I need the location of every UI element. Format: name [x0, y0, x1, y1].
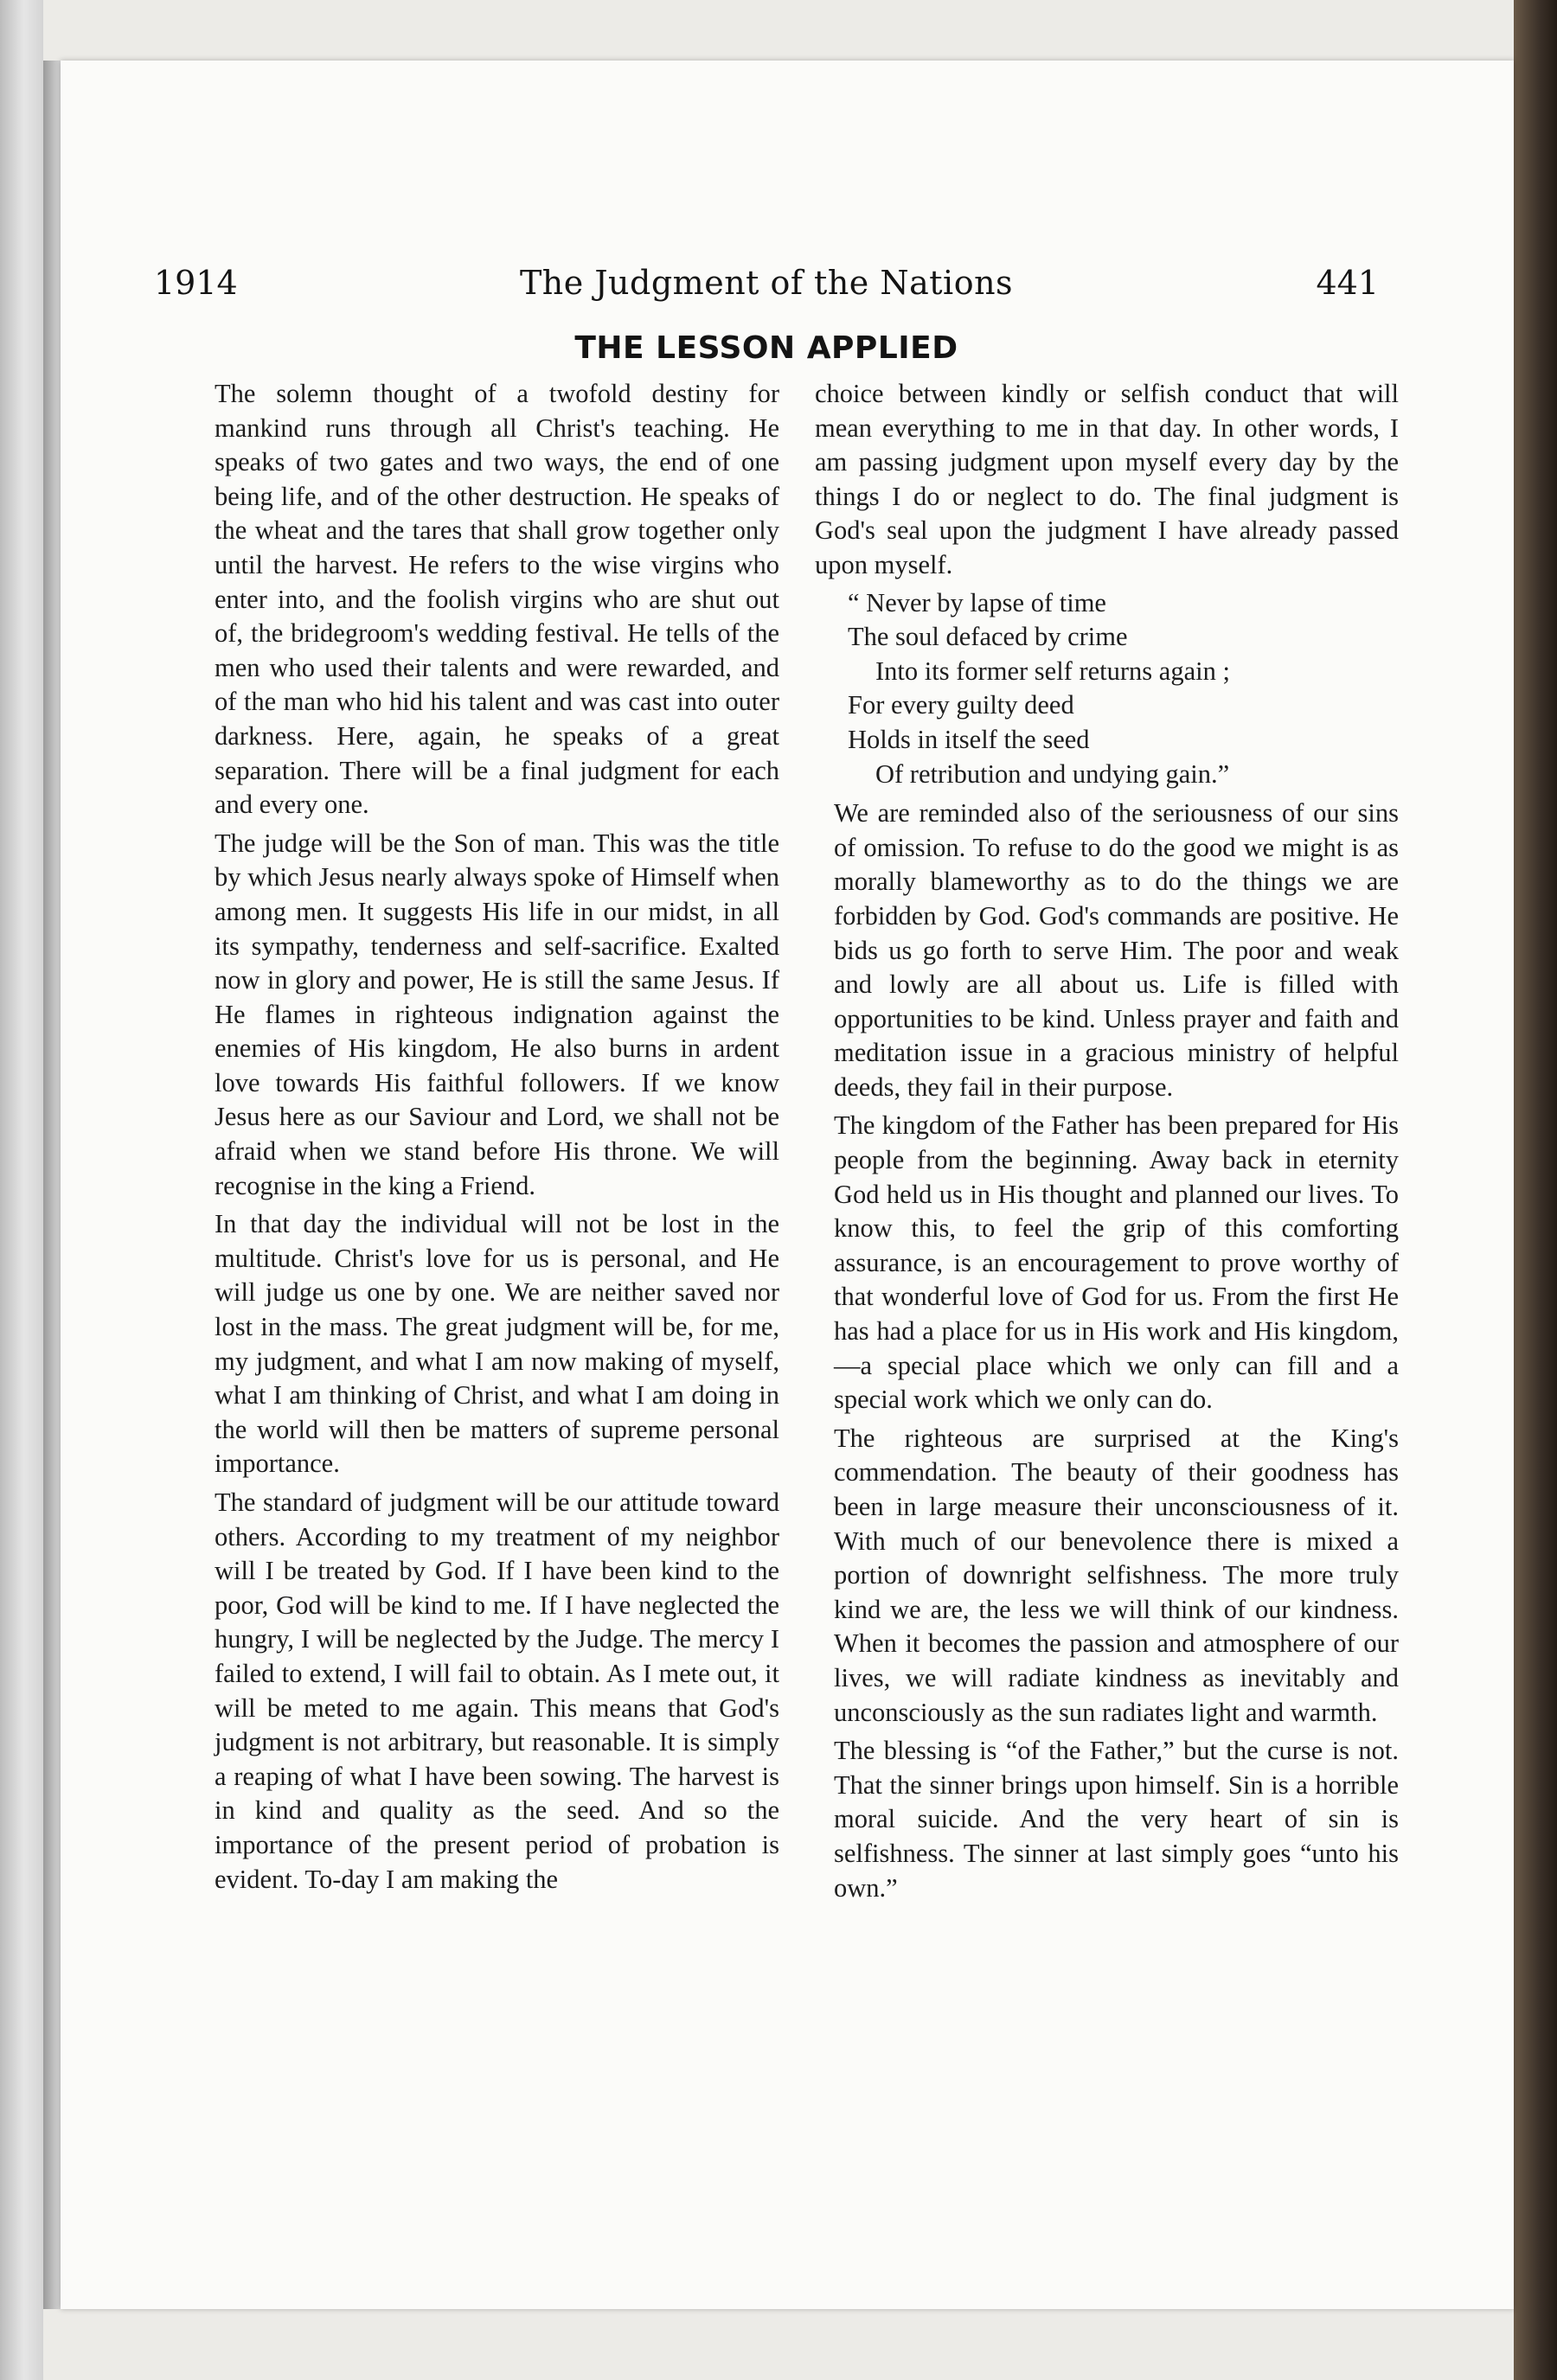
left-column: [195, 377, 779, 1897]
poem-line: Holds in itself the seed: [848, 724, 1090, 754]
header-title: The Judgment of the Nations: [519, 264, 1014, 302]
facing-page-edge: [43, 61, 61, 2309]
poem-line: Of retribution and undying gain.”: [875, 758, 1230, 789]
paragraph: The righteous are surprised at the King's commendation. The beauty of their goodness has been in large measure their unconsciousness of it. With much of our benevolence there is mixed a portion of downright selfishness. The more truly kind we are, the less we will think of our kindness. When it becomes the passion and atmosphere of our lives, we will radiate kindness as inevitably and unconsciously as the sun radiates light and warmth.: [834, 1423, 1399, 1727]
paragraph-continuation: choice between kindly or selfish conduct that will mean everything to me in that day. In other words, I am passing judgment upon myself every day by the things I do or neglect to do. The final judgment is God's seal upon the judgment I have already passed upon myself.: [815, 379, 1399, 579]
poem-quote: [815, 586, 1399, 792]
running-header: [154, 259, 1379, 306]
poem-line: Into its former self returns again ;: [875, 656, 1230, 686]
paragraph: The judge will be the Son of man. This was the title by which Jesus nearly always spoke of Himself when among men. It suggests His life in our midst, in all its sympathy, tenderness and self-sacrifice. Exalted now in glory and power, He is still the same Jesus. If He flames in righteous indignation against the enemies of His kingdom, He also burns in ardent love towards His faithful followers. If we know Jesus here as our Saviour and Lord, we shall not be afraid when we stand before His throne. We will recognise in the king a Friend.: [215, 828, 779, 1200]
paragraph: The standard of judgment will be our attitude toward others. According to my treatment of my neighbor will I be treated by God. If I have been kind to the poor, God will be kind to me. If I have neglected the hungry, I will be neglected by the Judge. The mercy I failed to extend, I will fail to obtain. As I mete out, it will be meted to me again. This means that God's judgment is not arbitrary, but reasonable. It is simply a reaping of what I have been sowing. The harvest is in kind and quality as the seed. And so the importance of the present period of probation is evident. To-day I am making the: [215, 1488, 779, 1894]
paragraph: The solemn thought of a twofold destiny for mankind runs through all Christ's teaching. He speaks of two gates and two ways, the end of one being life, and of the other destruction. He speaks of the wheat and the tares that shall grow together only until the harvest. He refers to the wise virgins who enter into, and the foolish virgins who are shut out of, the bridegroom's wedding festival. He tells of the men who used their talents and were rewarded, and of the man who hid his talent and was cast into outer darkness. Here, again, he speaks of a great separation. There will be a final judgment for each and every one.: [215, 379, 779, 820]
header-year: 1914: [154, 264, 238, 302]
section-title: THE LESSON APPLIED: [574, 330, 958, 366]
book-spine-edge: [1514, 0, 1557, 2380]
poem-line: The soul defaced by crime: [848, 622, 1128, 652]
poem-line: “ Never by lapse of time: [848, 587, 1106, 617]
paragraph: The kingdom of the Father has been prepared for His people from the beginning. Away back in eternity God held us in His thought and planned our lives. To know this, to feel the grip of this comforting assurance, is an encouragement to prove worthy of that wonderful love of God for us. From the first He has had a place for us in His work and His kingdom,—a special place which we only can fill and a special work which we only can do.: [834, 1110, 1399, 1415]
paragraph: In that day the individual will not be lost in the multitude. Christ's love for us is personal, and He will judge us one by one. We are neither saved nor lost in the mass. The great judgment will be, for me, my judgment, and what I am now making of myself, what I am thinking of Christ, and what I am doing in the world will then be matters of supreme personal importance.: [215, 1209, 779, 1479]
poem-line: For every guilty deed: [848, 690, 1074, 720]
paragraph: We are reminded also of the seriousness of our sins of omission. To refuse to do the good we might is as morally blameworthy as to do the things we are forbidden by God. God's commands are positive. He bids us go forth to serve Him. The poor and weak and lowly are all about us. Life is filled with opportunities to be kind. Unless prayer and faith and meditation issue in a gracious ministry of helpful deeds, they fail in their purpose.: [834, 798, 1399, 1102]
page-number: 441: [1316, 264, 1379, 302]
paragraph: The blessing is “of the Father,” but the curse is not. That the sinner brings upon himself. Sin is a horrible moral suicide. And the very heart of sin is selfishness. The sinner at last simply goes “unto his own.”: [834, 1736, 1399, 1903]
scan-left-edge: [0, 0, 43, 2380]
right-column: [815, 377, 1399, 1905]
